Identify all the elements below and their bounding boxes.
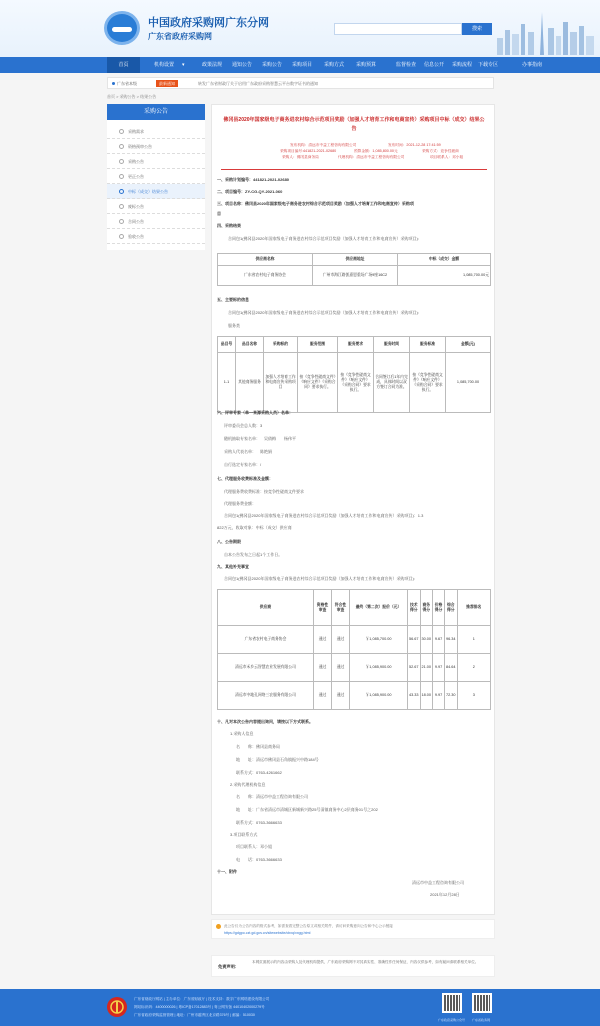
table-row — [218, 626, 491, 654]
section-7: 七、代理服务收费标准及金额： — [217, 476, 273, 481]
disclaimer-label: 免责声明： — [218, 964, 239, 969]
sidebar-item-demand[interactable]: 采购需求 — [107, 124, 205, 139]
contact-line: 联系方式：0763-4261662 — [236, 770, 282, 775]
table-cell: 56.67 — [408, 626, 421, 654]
table-row — [218, 654, 491, 682]
contact-line: 3.项目联系方式 — [230, 832, 258, 837]
nav-item-home[interactable]: 首页 — [107, 57, 140, 73]
table-cell: ￥1,085,900.00 — [350, 682, 408, 710]
nav-item-announcement[interactable]: 采购公告 — [262, 62, 283, 68]
meta-contact: 项目联系人：邓小姐 — [430, 155, 464, 159]
sidebar-item-contract[interactable]: 合同公告 — [107, 214, 205, 229]
title-divider — [221, 169, 487, 170]
table-cell: 通过 — [314, 626, 332, 654]
search-button[interactable]: 搜索 — [462, 23, 492, 35]
site-logo-icon[interactable] — [104, 11, 140, 45]
tip-link[interactable]: https://gdgpo.czt.gd.gov.cn/sitewebsite/cbxq/xxgg.html — [224, 931, 311, 935]
table-header: 服务标准 — [410, 337, 446, 353]
section-7-line: 代理服务费收费标准：按竞争性磋商文件要求 — [224, 489, 304, 494]
section-3-tail: 目 — [217, 211, 221, 216]
table-header: 商务得分 — [420, 590, 433, 626]
meta-project-no-label: 采购项目编号： — [280, 149, 306, 153]
table-header: 品目名称 — [236, 337, 264, 353]
qr1-label: 广东政府采购公众号 — [438, 1018, 466, 1022]
table-header: 符合性审查 — [332, 590, 350, 626]
notice-tip — [211, 919, 495, 939]
table-cell: 按《竞争性磋商文件》《响应文件》《采购合同》要求执行。 — [338, 353, 374, 413]
table-cell: 96.34 — [445, 626, 458, 654]
nav-item-org[interactable]: 机构设置 — [154, 62, 175, 68]
bullet-icon — [119, 189, 124, 194]
signature-date: 2021年12月28日 — [430, 892, 460, 897]
section-6-line: 自行选定专家名单：/ — [224, 462, 262, 467]
table-header: 服务范围 — [298, 337, 338, 353]
table-cell: 按《竞争性磋商文件》《响应文件》《采购合同》要求执行。 — [410, 353, 446, 413]
qr2-label: 广东省政务网 — [472, 1018, 491, 1022]
table-cell: 清远市禾乡云智慧农业发展有限公司 — [218, 654, 314, 682]
score-table — [217, 589, 491, 710]
section-5: 五、主要标的信息 — [217, 297, 249, 302]
sidebar-item-result[interactable]: 中标（成交）结果公告 — [107, 184, 205, 199]
search-input[interactable] — [334, 23, 462, 35]
site-title: 中国政府采购网广东分网 — [148, 17, 269, 29]
section-3: 三、项目名称：佛冈县2020年国家级电子商务进农村综合示范项目奖励（加强人才培育工作和电商宣传）采购项 — [217, 201, 414, 206]
table-cell: 9.97 — [433, 654, 445, 682]
sidebar — [107, 104, 205, 250]
table-cell: 18.00 — [420, 682, 433, 710]
meta-source: 发布机构：清远市中益工程咨询有限公司 — [290, 143, 357, 147]
table-cell: 1 — [457, 626, 490, 654]
table-header: 金额(元) — [446, 337, 491, 353]
sidebar-item-correction[interactable]: 更正公告 — [107, 169, 205, 184]
section-8: 八、公告期限 — [217, 539, 241, 544]
meta-project-no: 441821-2021-02680 — [303, 149, 337, 153]
table-cell: 广东省农村电子商务协会 — [218, 626, 314, 654]
table-row — [218, 682, 491, 710]
sidebar-item-prequal[interactable]: 资格预审公告 — [107, 139, 205, 154]
meta-method: 采购方式：竞争性磋商 — [422, 149, 459, 153]
meta-time: 发布时间：2021-12-28 17:41:59 — [388, 143, 441, 147]
section-4-desc: 合同包1(佛冈县2020年国家级电子商务进农村综合示范项目奖励（加强人才培育工作和电商宣传）采购项目): — [228, 236, 419, 241]
footer-line-3: 广东省政府采购监督管理 | 地址：广州市越秀区北京路376号 | 邮编：510030 — [134, 1013, 255, 1017]
bullet-icon — [119, 174, 124, 179]
table-cell: 9.67 — [433, 626, 445, 654]
nav-item-policy[interactable]: 政策法规 — [202, 62, 223, 68]
nav-item-method[interactable]: 采购方式 — [324, 62, 345, 68]
table-cell: 3 — [457, 682, 490, 710]
table-header: 采购标的 — [264, 337, 298, 353]
nav-item-budget[interactable]: 采购预算 — [356, 62, 377, 68]
table-cell: 加强人才培育工作和电商宣传采购项目 — [264, 353, 298, 413]
nav-item-project[interactable]: 采购项目 — [292, 62, 313, 68]
contact-line: 名 称：清远市中益工程咨询有限公司 — [236, 794, 308, 799]
contact-line: 项目联系人：邓小姐 — [236, 844, 272, 849]
contact-line: 联系方式：0763-3666633 — [236, 820, 282, 825]
main-nav — [0, 57, 600, 73]
table-header: 综合得分 — [445, 590, 458, 626]
meta-purchaser: 采购人：佛冈县商务局 — [282, 155, 319, 159]
table-cell: 按《竞争性磋商文件》《响应文件》《采购合同》要求执行。 — [298, 353, 338, 413]
disclaimer — [211, 955, 495, 977]
disclaimer-text: 本网页面展示的内容由采购人及代理机构提供，广东政府采购网不对其真实性、准确性作任何保证，内容仅供参考，如有疑问请联系相关单位。 — [252, 960, 479, 964]
footer-line-2: 网站标识码：4400000026 | 粤ICP备17012883号 | 粤公网安备 44010402000279号 — [134, 1005, 265, 1009]
signature-org: 清远市中益工程咨询有限公司 — [412, 880, 464, 885]
meta-budget: 预算金额：1,085,800.00元 — [354, 149, 398, 153]
nav-item-disclosure[interactable]: 信息公开 — [424, 62, 445, 68]
table-header: 资格性审查 — [314, 590, 332, 626]
table-cell: 1,085,700.00 — [446, 353, 491, 413]
bullet-icon — [119, 234, 124, 239]
gov-app-qr-icon — [472, 993, 492, 1013]
table-cell: 84.64 — [445, 654, 458, 682]
section-6-line: 随机抽取专家名单： 吴倩梅 杨伟平 — [224, 436, 296, 441]
table-header: 供应商 — [218, 590, 314, 626]
table-cell: 广东省农村电子商务协会 — [218, 266, 313, 286]
nav-item-download[interactable]: 下载专区 — [478, 62, 499, 68]
nav-item-org-arrow: ▾ — [182, 62, 185, 68]
article — [211, 104, 495, 915]
bullet-icon — [119, 144, 124, 149]
section-5-desc: 合同包1(佛冈县2020年国家级电子商务进农村综合示范项目奖励（加强人才培育工作和电商宣传）采购项目): — [228, 310, 419, 315]
site-header — [0, 0, 600, 57]
notice-bar — [107, 77, 494, 89]
table-header: 中标（成交）金额 — [398, 254, 491, 266]
table-cell: 72.30 — [445, 682, 458, 710]
nav-item-notice[interactable]: 通知公告 — [232, 62, 253, 68]
section-9: 九、其他补充事宜 — [217, 564, 249, 569]
wechat-qr-icon — [442, 993, 462, 1013]
contact-line: 1.采购人信息 — [230, 731, 254, 736]
table-header: 品目号 — [218, 337, 236, 353]
section-10: 十、凡对本次公告内容提出询问，请按以下方式联系。 — [217, 719, 313, 724]
table-cell: 通过 — [332, 626, 350, 654]
contact-line: 名 称：佛冈县商务局 — [236, 744, 280, 749]
breadcrumb: 首页 > 采购公告 > 结果公告 — [107, 94, 157, 99]
sidebar-item-abandon[interactable]: 废标公告 — [107, 199, 205, 214]
nav-item-supervision[interactable]: 监督检查 — [396, 62, 417, 68]
notice-link[interactable]: 转发广东省财政厅关于启用广东政府采购智慧云平台数字证书的通知 — [198, 81, 318, 86]
table-header: 服务要求 — [338, 337, 374, 353]
section-9-desc: 合同包1(佛冈县2020年国家级电子商务进农村综合示范项目奖励（加强人才培育工作和电商宣传）采购项目): — [224, 576, 415, 581]
section-6-line: 评审委员会总人数：3 — [224, 423, 263, 428]
footer — [0, 989, 600, 1026]
footer-line-1: 广东省财政厅网站 | 主办单位：广东省财政厅 | 技术支持：数字广东网络建设有限公司 — [134, 997, 270, 1001]
table-header: 服务时间 — [374, 337, 410, 353]
bullet-icon — [119, 219, 124, 224]
sidebar-item-announcement[interactable]: 采购公告 — [107, 154, 205, 169]
sidebar-title: 采购公告 — [107, 104, 205, 120]
section-1: 一、采购计划编号：441821-2021-02680 — [217, 177, 290, 182]
bullet-icon — [119, 129, 124, 134]
section-6: 六、评审专家（单一来源采购人员）名单： — [217, 410, 293, 415]
contact-line: 电 话：0763-3666633 — [236, 857, 282, 862]
table-cell: 合同签订后1年内完成，具体时间以双方签订合同为准。 — [374, 353, 410, 413]
latest-notice-badge: 最新通知 — [156, 80, 178, 87]
info-icon — [216, 924, 221, 929]
section-4: 四、采购结果 — [217, 223, 241, 228]
bullet-icon — [119, 159, 124, 164]
table-cell: 1,085,700.00元 — [398, 266, 491, 286]
table-header: 价格得分 — [433, 590, 445, 626]
table-header: 供应商地址 — [313, 254, 398, 266]
table-cell: 通过 — [332, 682, 350, 710]
table-cell: ￥1,085,900.00 — [350, 654, 408, 682]
table-cell: 通过 — [314, 682, 332, 710]
table-header: 推荐排名 — [457, 590, 490, 626]
section-2: 二、项目编号：ZY-CG-QY-2021-060 — [217, 189, 283, 194]
section-7-line: 合同包1(佛冈县2020年国家级电子商务进农村综合示范项目奖励（加强人才培育工作和电商宣传）采购项目)：1.3 — [224, 513, 424, 518]
table-cell: 其他商务服务 — [236, 353, 264, 413]
table-cell: 2 — [457, 654, 490, 682]
nav-item-flow[interactable]: 采购流程 — [452, 62, 473, 68]
table-cell: 通过 — [332, 654, 350, 682]
contact-line: 2.采购代理机构信息 — [230, 782, 266, 787]
table-header: 最终（第二次）报价（元） — [350, 590, 408, 626]
section-5-type: 服务类 — [228, 323, 240, 328]
table-cell: 52.67 — [408, 654, 421, 682]
contact-line: 地 址：清远市佛冈县石角镇振兴中路184号 — [236, 757, 319, 762]
bullet-icon — [119, 204, 124, 209]
table-cell: 43.33 — [408, 682, 421, 710]
table-header: 供应商名称 — [218, 254, 313, 266]
table-cell: 1-1 — [218, 353, 236, 413]
table-cell: 通过 — [314, 654, 332, 682]
nav-item-guide[interactable]: 办事指南 — [522, 62, 543, 68]
table-cell: 清远市中地孔网络三农服务有限公司 — [218, 682, 314, 710]
section-8-line: 自本公告发布之日起1个工作日。 — [224, 552, 283, 557]
section-11: 十一、附件 — [217, 869, 237, 874]
site-subtitle: 广东省政府采购网 — [148, 32, 212, 41]
result-table — [217, 253, 491, 286]
subject-table — [217, 336, 491, 413]
contact-line: 地 址：广东省清远市清城区新城新兴路25号清镇商务中心2层商务01号之202 — [236, 807, 378, 812]
meta-agency: 代理机构：清远市中益工程咨询有限公司 — [338, 155, 405, 159]
table-cell: 广州市海江路凯嘉恩重场广场9座16C2 — [313, 266, 398, 286]
table-cell: ￥1,085,700.00 — [350, 626, 408, 654]
table-cell: 30.00 — [420, 626, 433, 654]
table-header: 技术得分 — [408, 590, 421, 626]
table-cell: 9.97 — [433, 682, 445, 710]
location-label[interactable]: 广东省本级 — [112, 81, 137, 87]
location-icon — [112, 82, 115, 85]
article-title: 佛冈县2020年国家级电子商务进农村综合示范项目奖励（加强人才培育工作和电商宣传）采购项目中标（成交）结果公告 — [223, 117, 485, 132]
city-skyline-icon — [495, 10, 599, 55]
tip-text: 此公告仅为公告内容的格式参考，如需查看完整公告原文或相关附件，请访问采购意向公告和中心公示链接 — [224, 924, 393, 928]
section-6-line: 采购人代表名单： 陈艳娟 — [224, 449, 272, 454]
section-7-line: 822万元，收取对象：中标（成交）供应商 — [217, 525, 292, 530]
section-7-line: 代理服务费金额： — [224, 501, 256, 506]
table-cell: 21.00 — [420, 654, 433, 682]
sidebar-item-acceptance[interactable]: 验收公告 — [107, 229, 205, 244]
party-emblem-icon[interactable] — [106, 996, 128, 1018]
